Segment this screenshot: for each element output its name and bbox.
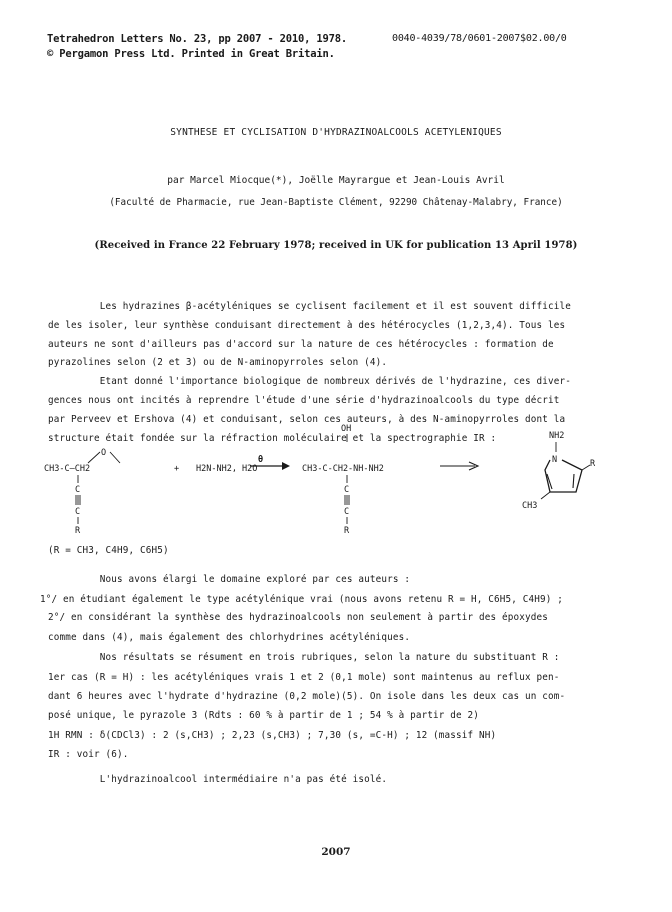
text-line: 2°/ en considérant la synthèse des hydrazinoalcools non seulement à partir des époxydes [48,612,549,623]
pyrrole-nitrogen: N [552,455,558,465]
article-title: SYNTHESE ET CYCLISATION D'HYDRAZINOALCOOLS ACETYLENIQUES [170,127,502,138]
text-line: gences nous ont incités à reprendre l'étude d'une série d'hydrazinoalcools du type décrit [48,395,560,406]
pyrrole-nh2: NH2 [549,431,565,441]
hydrazine-reagent: H2N-NH2, H2O [196,464,258,474]
product-r: R [344,526,350,536]
epoxide-oxygen: O [101,448,107,458]
pyrrole-r: R [590,459,596,469]
reaction-arrow-icon [282,462,290,470]
paragraph-note: L'hydrazinoalcool intermédiaire n'a pas été isolé. [48,774,388,785]
text-line: Etant donné l'importance biologique de nombreux dérivés de l'hydrazine, ces diver- [48,376,571,387]
pyrrole-ring-icon [545,460,582,492]
reactant-formula: CH3-C—CH2 [44,464,91,474]
alkyne-carbon-1: C [75,485,81,495]
text-line: 1H RMN : δ(CDCl3) : 2 (s,CH3) ; 2,23 (s,CH3) ; 7,30 (s, =C-H) ; 12 (massif NH) [48,730,497,741]
reactant-r: R [75,526,81,536]
arrow-label: θ [258,455,264,465]
text-line: 1°/ en étudiant également le type acétylénique vrai (nous avons retenu R = H, C6H5, C4H9) ; [40,594,563,605]
text-line: comme dans (4), mais également des chlorhydrines acétyléniques. [48,632,411,643]
received-dates: (Received in France 22 February 1978; received in UK for publication 13 April 1978) [94,240,578,251]
text-line: de les isoler, leur synthèse conduisant directement à des hétérocycles (1,2,3,4). Tous les [48,320,566,331]
plus-sign: + [174,464,180,474]
text-line: structure était fondée sur la réfraction moléculaire et la spectrographie IR : [48,433,497,444]
article-code: 0040-4039/78/0601-2007$02.00/0 [392,33,567,44]
text-line: Nos résultats se résument en trois rubriques, selon la nature du substituant R : [48,652,560,663]
authors: par Marcel Miocque(*), Joëlle Mayrargue et Jean-Louis Avril [167,175,505,186]
text-line: pyrazolines selon (2 et 3) ou de N-aminopyrroles selon (4). [48,357,388,368]
affiliation: (Faculté de Pharmacie, rue Jean-Baptiste Clément, 92290 Châtenay-Malabry, France) [109,197,563,208]
pyrrole-ch3: CH3 [522,501,538,511]
r-substituents: (R = CH3, C4H9, C6H5) [48,545,169,556]
text-line: Nous avons élargi le domaine exploré par ces auteurs : [48,574,411,585]
text-line: auteurs ne sont d'ailleurs pas d'accord sur la nature de ces hétérocycles : formation de [48,339,554,350]
text-line: IR : voir (6). [48,749,129,760]
text-line: posé unique, le pyrazole 3 (Rdts : 60 % à partir de 1 ; 54 % à partir de 2) [48,710,480,721]
alkyne-carbon-2: C [75,507,81,517]
hydroxyl-group: OH [341,424,352,434]
text-line: Les hydrazines β-acétyléniques se cyclisent facilement et il est souvent difficile [48,301,571,312]
product-carbon-2: C [344,507,350,517]
text-line: dant 6 heures avec l'hydrate d'hydrazine (0,2 mole)(5). On isole dans les deux cas un com- [48,691,566,702]
journal-citation: Tetrahedron Letters No. 23, pp 2007 - 2010, 1978. [47,33,347,45]
product-formula: CH3-C-CH2-NH-NH2 [302,464,384,474]
text-line: par Perveev et Ershova (4) et conduisant, selon ces auteurs, à des N-aminopyrroles dont la [48,414,566,425]
page-number: 2007 [321,846,351,858]
text-line: 1er cas (R = H) : les acétyléniques vrais 1 et 2 (0,1 mole) sont maintenus au reflux pen- [48,672,560,683]
product-carbon-1: C [344,485,350,495]
publisher-line: © Pergamon Press Ltd. Printed in Great Britain. [47,48,335,60]
